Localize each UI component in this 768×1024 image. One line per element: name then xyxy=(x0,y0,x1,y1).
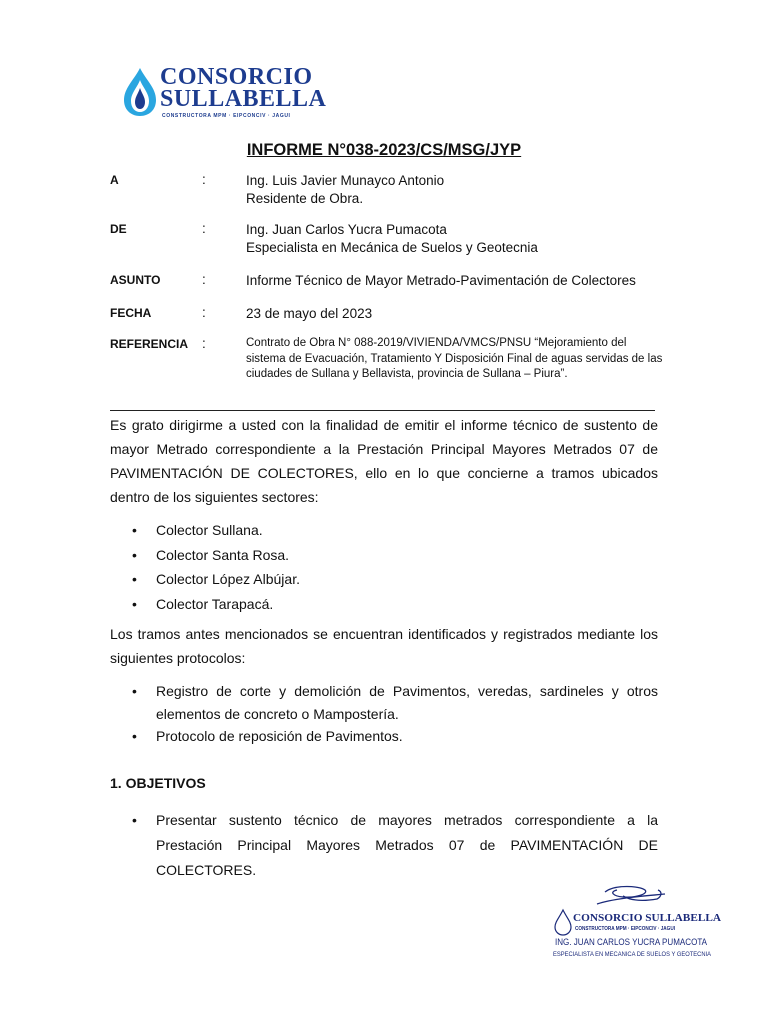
objectives-list xyxy=(110,808,658,883)
sector-label: Colector Santa Rosa. xyxy=(156,546,290,563)
list-item xyxy=(110,592,658,617)
company-logo xyxy=(120,62,327,124)
sender-name: Ing. Juan Carlos Yucra Pumacota xyxy=(246,222,447,237)
stamp-line-4: ESPECIALISTA EN MECANICA DE SUELOS Y GEOTECNIA xyxy=(553,951,712,958)
objective-label: Presentar sustento técnico de mayores metrados correspondiente a la Prestación Principal Mayores Metrados 07 de PAVIMENTACIÓN DE COLECTORES. xyxy=(156,812,658,878)
list-item xyxy=(110,518,658,543)
stamp-drop-icon xyxy=(555,910,571,935)
header-value xyxy=(246,221,666,257)
bullet-icon: • xyxy=(132,595,137,612)
reference-value: Contrato de Obra N° 088-2019/VIVIENDA/VMCS/PNSU “Mejoramiento del sistema de Evacuación, Tratamiento Y Disposición Final de aguas servidas de las ciudades de Sullana y Bellavista, provincia de Sullana – Piura”. xyxy=(246,337,663,380)
section-heading-objectives: 1. OBJETIVOS xyxy=(110,775,206,791)
stamp-line-3: ING. JUAN CARLOS YUCRA PUMACOTA xyxy=(555,937,707,947)
list-item xyxy=(110,808,658,883)
header-colon: : xyxy=(202,172,206,187)
subject-value: Informe Técnico de Mayor Metrado-Pavimentación de Colectores xyxy=(246,273,636,288)
list-item xyxy=(110,680,658,725)
bullet-icon: • xyxy=(132,728,137,744)
bullet-icon: • xyxy=(132,683,137,699)
header-key: A xyxy=(110,173,119,187)
sector-label: Colector Tarapacá. xyxy=(156,595,274,612)
header-key: ASUNTO xyxy=(110,273,161,287)
stamp-line-1: CONSORCIO SULLABELLA xyxy=(573,912,722,924)
report-title: INFORME N°038-2023/CS/MSG/JYP xyxy=(246,141,522,159)
handwritten-signature xyxy=(597,887,665,905)
date-value: 23 de mayo del 2023 xyxy=(246,306,373,321)
bullet-icon: • xyxy=(132,546,137,563)
logo-name-line1: CONSORCIO xyxy=(160,64,313,90)
header-colon: : xyxy=(202,272,206,287)
header-key: FECHA xyxy=(110,306,152,320)
signature-stamp xyxy=(545,880,725,970)
list-item xyxy=(110,567,658,592)
sector-label: Colector Sullana. xyxy=(156,522,263,538)
sectors-list xyxy=(110,518,658,616)
header-divider xyxy=(110,410,655,411)
list-item xyxy=(110,543,658,568)
header-value xyxy=(246,172,666,208)
stamp-line-2: CONSTRUCTORA MPM · EIPCONCIV · JAGUI xyxy=(575,926,676,932)
sender-role: Especialista en Mecánica de Suelos y Geotecnia xyxy=(246,240,538,255)
protocol-label: Registro de corte y demolición de Pavimentos, veredas, sardineles y otros elementos de concreto o Mampostería. xyxy=(156,683,658,722)
water-drop-icon xyxy=(120,66,160,118)
protocol-label: Protocolo de reposición de Pavimentos. xyxy=(156,728,403,744)
protocols-list xyxy=(110,680,658,748)
header-colon: : xyxy=(202,305,206,320)
bullet-icon: • xyxy=(132,571,137,587)
logo-tagline: CONSTRUCTORA MPM · EIPCONCIV · JAGUI xyxy=(162,113,291,119)
intro-paragraph: Es grato dirigirme a usted con la finalidad de emitir el informe técnico de sustento de mayor Metrado correspondiente a la Prestación Principal Mayores Metrados 07 de PAVIMENTACIÓN DE COLECTORES, ello en lo que concierne a tramos ubicados dentro de los siguientes sectores: xyxy=(110,417,658,505)
list-item xyxy=(110,725,658,748)
protocols-paragraph: Los tramos antes mencionados se encuentran identificados y registrados mediante los siguientes protocolos: xyxy=(110,626,658,666)
header-colon: : xyxy=(202,221,206,236)
header-key: REFERENCIA xyxy=(110,337,189,351)
header-colon: : xyxy=(202,336,206,351)
bullet-icon: • xyxy=(132,522,137,538)
recipient-name: Ing. Luis Javier Munayco Antonio xyxy=(246,173,445,188)
logo-name-line2: SULLABELLA xyxy=(160,86,327,112)
sector-label: Colector López Albújar. xyxy=(156,571,300,587)
recipient-role: Residente de Obra. xyxy=(246,191,364,206)
bullet-icon: • xyxy=(132,812,137,828)
header-key: DE xyxy=(110,222,127,236)
